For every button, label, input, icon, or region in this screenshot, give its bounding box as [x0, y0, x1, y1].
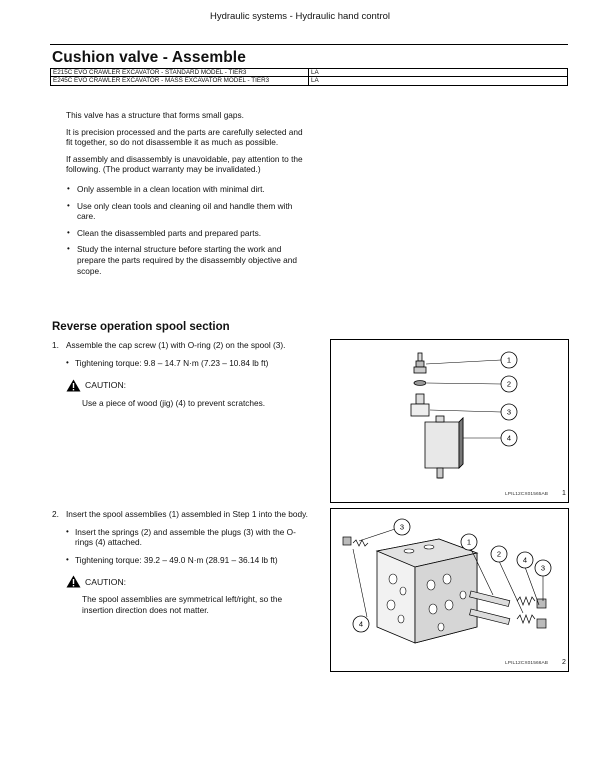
- caution-label: CAUTION:: [85, 380, 127, 391]
- step-number: 1.: [52, 340, 59, 350]
- page-title: Cushion valve - Assemble: [52, 49, 246, 66]
- callout-label: 3: [399, 522, 405, 532]
- precaution-list: [66, 184, 310, 276]
- callout-label: 2: [496, 549, 502, 559]
- valve-body-exploded-drawing: [331, 509, 570, 673]
- callout-label: 3: [506, 407, 512, 417]
- list-item: • Use only clean tools and cleaning oil and handle them with care.: [66, 201, 310, 222]
- step-sub-item: • Tightening torque: 9.8 – 14.7 N·m (7.23 – 10.84 lb ft): [66, 358, 312, 369]
- warning-icon: [66, 379, 81, 392]
- section-heading: Reverse operation spool section: [52, 321, 230, 333]
- list-item: • Only assemble in a clean location with minimal dirt.: [66, 184, 310, 195]
- table-row: [51, 69, 568, 77]
- callout-label: 2: [506, 379, 512, 389]
- caution-text: The spool assemblies are symmetrical left/right, so the insertion direction does not matter.: [82, 594, 283, 615]
- list-item: • Study the internal structure before starting the work and prepare the parts required by the disassembly objective and scope.: [66, 244, 310, 276]
- warning-icon: [66, 575, 81, 588]
- callout-label: 4: [506, 433, 512, 443]
- list-item: • Clean the disassembled parts and prepared parts.: [66, 228, 310, 239]
- intro-paragraph: This valve has a structure that forms small gaps.: [66, 110, 244, 120]
- step-text: Insert the spool assemblies (1) assembled in Step 1 into the body.: [66, 509, 308, 519]
- figure-number: 2: [562, 659, 566, 666]
- step-number: 2.: [52, 509, 59, 519]
- step-text: Assemble the cap screw (1) with O-ring (2) on the spool (3).: [66, 340, 286, 350]
- figure-number: 1: [562, 490, 566, 497]
- model-cell: E245C EVO CRAWLER EXCAVATOR - MASS EXCAVATOR MODEL - TIER3: [51, 77, 309, 85]
- region-cell: LA: [309, 77, 568, 85]
- callout-label: 1: [506, 355, 512, 365]
- step-2: [52, 509, 312, 616]
- title-rule: [50, 44, 568, 45]
- figure-code: LPIL12CX01566AB: [505, 661, 549, 666]
- figure-code: LPIL12CX01565AB: [505, 492, 549, 497]
- step-sub-item: • Insert the springs (2) and assemble the plugs (3) with the O-rings (4) attached.: [66, 527, 312, 548]
- caution-label: CAUTION:: [85, 576, 127, 587]
- intro-paragraph: If assembly and disassembly is unavoidable, pay attention to the following. (The product warranty may be invalidated.): [66, 153, 303, 175]
- model-applicability-table: [50, 68, 568, 86]
- intro-block: [66, 110, 310, 282]
- region-cell: LA: [309, 69, 568, 77]
- step-sub-item: • Tightening torque: 39.2 – 49.0 N·m (28.91 – 36.14 lb ft): [66, 555, 312, 566]
- callout-label: 4: [358, 619, 364, 629]
- figure-2: [330, 508, 569, 672]
- running-header: Hydraulic systems - Hydraulic hand control: [209, 11, 391, 22]
- caution-text: Use a piece of wood (jig) (4) to prevent scratches.: [82, 398, 266, 409]
- callout-label: 4: [522, 555, 528, 565]
- callout-label: 3: [540, 563, 546, 573]
- intro-paragraph: It is precision processed and the parts are carefully selected and fit together, so do not disassemble it as much as possible.: [66, 126, 303, 148]
- spool-cap-screw-drawing: [331, 340, 570, 504]
- caution: [66, 379, 312, 392]
- caution: [66, 575, 312, 588]
- step-1: [52, 340, 312, 409]
- model-cell: E215C EVO CRAWLER EXCAVATOR - STANDARD MODEL - TIER3: [51, 69, 309, 77]
- callout-label: 1: [466, 537, 472, 547]
- table-row: [51, 77, 568, 85]
- figure-1: [330, 339, 569, 503]
